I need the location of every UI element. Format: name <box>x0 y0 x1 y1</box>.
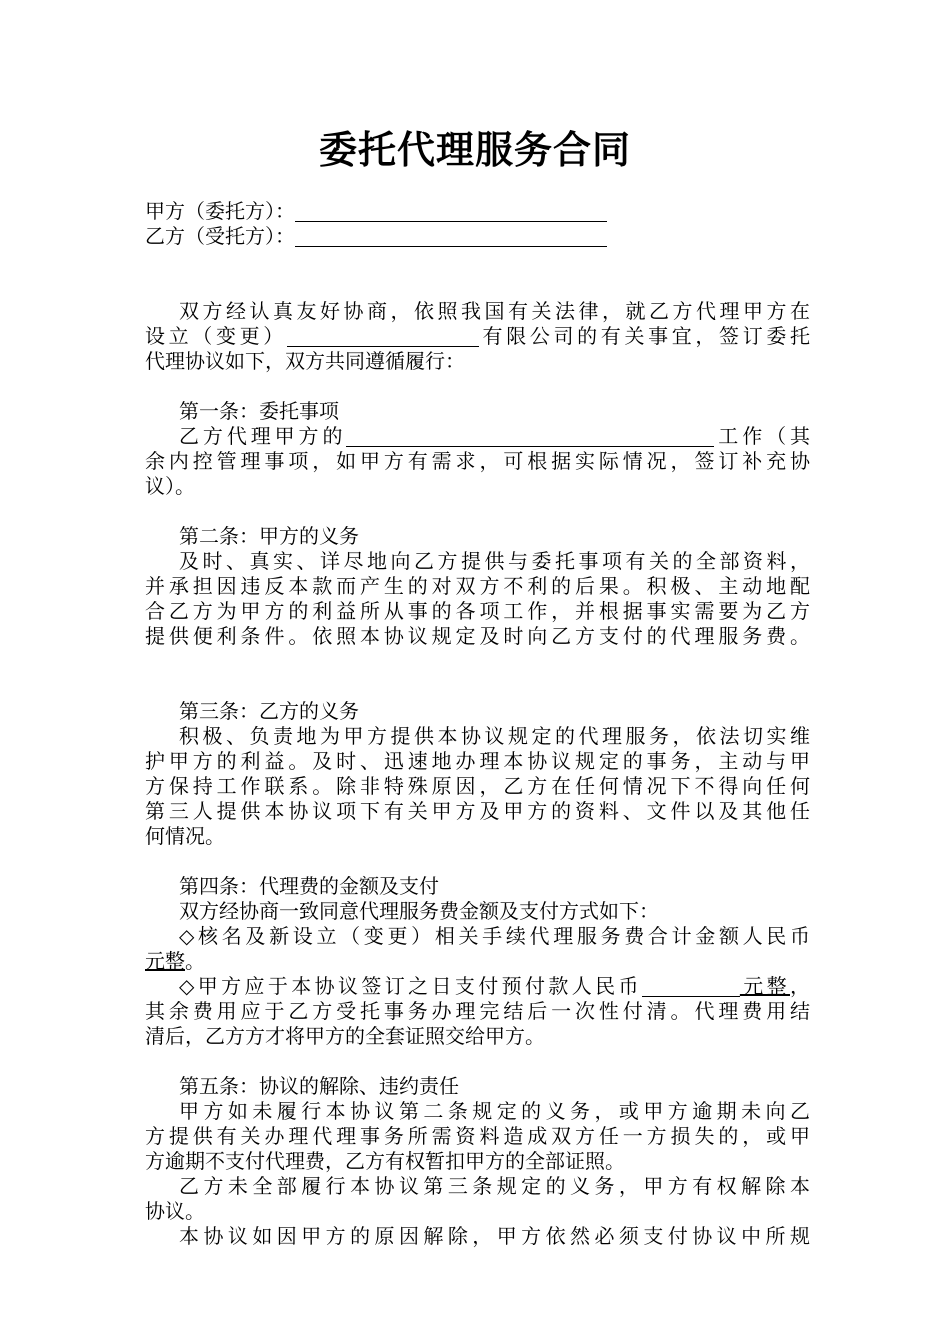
article-5-line: 甲方如未履行本协议第二条规定的义务，或甲方逾期未向乙 <box>179 1099 810 1123</box>
article-5-line: 方逾期不支付代理费，乙方有权暂扣甲方的全部证照。 <box>145 1149 625 1173</box>
article-4-heading: 第四条：代理费的金额及支付 <box>179 874 439 898</box>
article-1-line: 乙方代理甲方的 工作（其 <box>179 424 811 448</box>
party-a-line <box>145 199 810 224</box>
article-5-line: 方提供有关办理代理事务所需资料造成双方任一方损失的，或甲 <box>145 1124 810 1148</box>
article-3-line: 第三人提供本协议项下有关甲方及甲方的资料、文件以及其他任 <box>145 799 810 823</box>
company-name-blank <box>287 326 479 347</box>
fee-amount-unit: 元整 <box>145 949 185 973</box>
article-3-heading: 第三条：乙方的义务 <box>179 699 359 723</box>
article-4-line: 清后，乙方方才将甲方的全套证照交给甲方。 <box>145 1024 545 1048</box>
article-1-line: 议）。 <box>145 474 195 498</box>
preamble-line: 双方经认真友好协商，依照我国有关法律，就乙方代理甲方在 <box>179 299 810 323</box>
article-2-line: 合乙方为甲方的利益所从事的各项工作，并根据事实需要为乙方 <box>145 599 810 623</box>
article-1-heading: 第一条：委托事项 <box>179 399 339 423</box>
article-3-line: 何情况。 <box>145 824 225 848</box>
article-3-line: 方保持工作联系。除非特殊原因，乙方在任何情况下不得向任何 <box>145 774 810 798</box>
commission-blank <box>346 426 714 447</box>
article-2-line: 并承担因违反本款而产生的对双方不利的后果。积极、主动地配 <box>145 574 810 598</box>
article-4-line: ◇核名及新设立（变更）相关手续代理服务费合计金额人民币 <box>179 924 810 948</box>
article-2-heading: 第二条：甲方的义务 <box>179 524 359 548</box>
party-a-label: 甲方（委托方）： <box>145 199 295 223</box>
article-5-line: 本协议如因甲方的原因解除，甲方依然必须支付协议中所规 <box>179 1224 810 1248</box>
article-4-line: 双方经协商一致同意代理服务费金额及支付方式如下： <box>179 899 659 923</box>
contract-body <box>145 199 810 1249</box>
article-2-line: 及时、真实、详尽地向乙方提供与委托事项有关的全部资料， <box>179 549 810 573</box>
prepayment-blank <box>642 976 740 997</box>
article-2-line: 提供便利条件。依照本协议规定及时向乙方支付的代理服务费。 <box>145 624 810 648</box>
article-4-line: 其余费用应于乙方受托事务办理完结后一次性付清。代理费用结 <box>145 999 810 1023</box>
article-4-line: 元整。 <box>145 949 205 973</box>
article-5-heading: 第五条：协议的解除、违约责任 <box>179 1074 459 1098</box>
preamble-line: 代理协议如下，双方共同遵循履行： <box>145 349 465 373</box>
article-5-line: 乙方未全部履行本协议第三条规定的义务，甲方有权解除本 <box>179 1174 810 1198</box>
party-a-blank <box>295 201 607 222</box>
article-3-line: 护甲方的利益。及时、迅速地办理本协议规定的事务，主动与甲 <box>145 749 810 773</box>
party-b-line <box>145 224 810 249</box>
article-3-line: 积极、负责地为甲方提供本协议规定的代理服务，依法切实维 <box>179 724 810 748</box>
document-title: 委托代理服务合同 <box>318 128 631 172</box>
article-4-line: ◇甲方应于本协议签订之日支付预付款人民币 元整， <box>179 974 810 998</box>
preamble-line: 设立（变更） 有限公司的有关事宜，签订委托 <box>145 324 811 348</box>
party-b-blank <box>295 226 607 247</box>
article-1-line: 余内控管理事项，如甲方有需求，可根据实际情况，签订补充协 <box>145 449 810 473</box>
party-b-label: 乙方（受托方）： <box>145 224 295 248</box>
article-5-line: 协议。 <box>145 1199 205 1223</box>
